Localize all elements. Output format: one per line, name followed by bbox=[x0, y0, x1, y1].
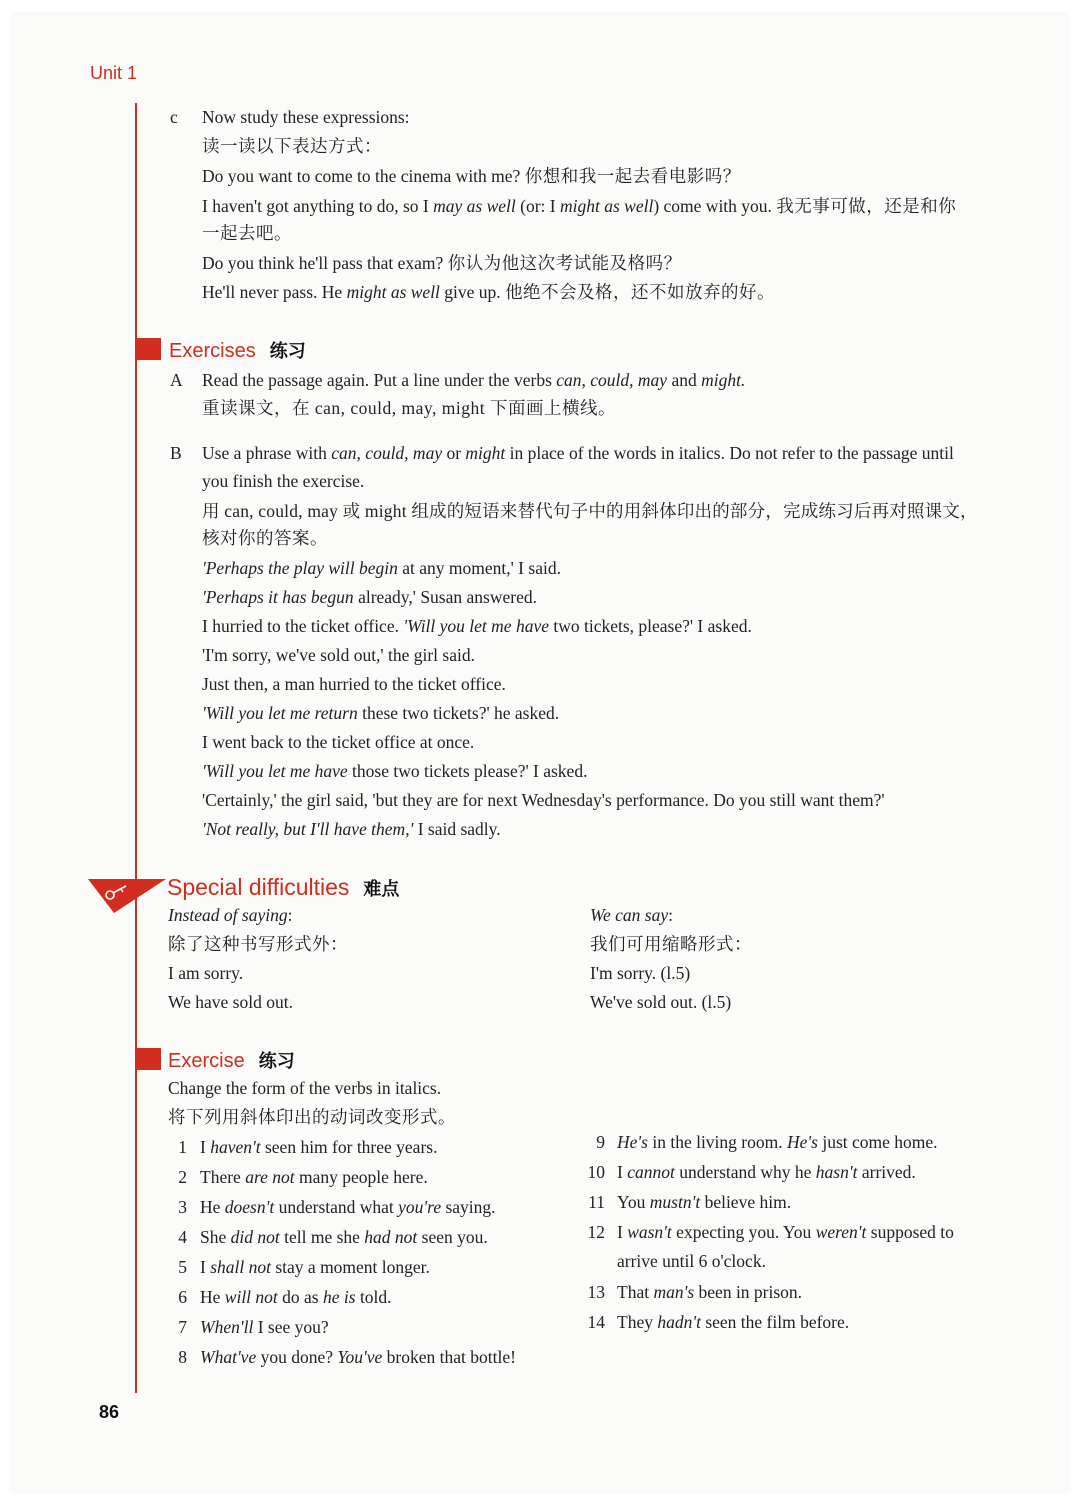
short-form: I'm sorry. (l.5) bbox=[590, 963, 691, 983]
section-marker bbox=[137, 1048, 161, 1070]
exercise-b-label: B bbox=[170, 443, 182, 463]
exercise-sentence: I went back to the ticket office at once. bbox=[202, 732, 475, 752]
exercise-sentence: 'I'm sorry, we've sold out,' the girl said. bbox=[202, 645, 475, 665]
instead-heading: Instead of saying: bbox=[168, 905, 293, 925]
key-icon bbox=[88, 876, 168, 916]
exercise-sentence: I hurried to the ticket office. 'Will you let me have two tickets, please?' I asked. bbox=[202, 616, 752, 636]
exercise-sentence: 'Perhaps it has begun already,' Susan answered. bbox=[202, 587, 537, 607]
exercise-sentence: 'Will you let me return these two tickets?' he asked. bbox=[202, 703, 560, 723]
instead-heading-zh: 除了这种书写形式外： bbox=[168, 934, 348, 954]
can-say-heading-zh: 我们可用缩略形式： bbox=[590, 934, 752, 954]
exercise-sentence: 'Will you let me have those two tickets please?' I asked. bbox=[202, 761, 588, 781]
exercise-sentence: 'Not really, but I'll have them,' I said sadly. bbox=[202, 819, 501, 839]
exercise-sentence: 'Certainly,' the girl said, 'but they are for next Wednesday's performance. Do you still want them?' bbox=[202, 790, 885, 810]
margin-rule bbox=[135, 103, 137, 1393]
can-say-heading: We can say: bbox=[590, 905, 673, 925]
exercise-b-instruction-zh: 用 can, could, may 或 might 组成的短语来替代句子中的用斜体印出的部分，完成练习后再对照课文， bbox=[202, 501, 978, 521]
exercise-instruction-zh: 将下列用斜体印出的动词改变形式。 bbox=[168, 1107, 456, 1127]
exercise-a-instruction: Read the passage again. Put a line under the verbs can, could, may and might. bbox=[202, 370, 746, 390]
special-difficulties-heading: Special difficulties 难点 bbox=[167, 874, 400, 900]
exercise-b-instruction-zh-cont: 核对你的答案。 bbox=[202, 528, 328, 548]
short-form: We've sold out. (l.5) bbox=[590, 992, 732, 1012]
page-number: 86 bbox=[99, 1402, 120, 1422]
unit-label: Unit 1 bbox=[90, 63, 138, 83]
expression-line: Do you want to come to the cinema with me? 你想和我一起去看电影吗？ bbox=[202, 166, 741, 186]
exercise-sentence: Just then, a man hurried to the ticket office. bbox=[202, 674, 506, 694]
section-c-title: Now study these expressions: bbox=[202, 107, 410, 127]
exercise-heading: Exercise 练习 bbox=[168, 1050, 295, 1072]
section-c-label: c bbox=[170, 107, 178, 127]
expression-line-cont: 一起去吧。 bbox=[202, 223, 292, 243]
expression-line: He'll never pass. He might as well give up. 他绝不会及格，还不如放弃的好。 bbox=[202, 282, 776, 302]
long-form: I am sorry. bbox=[168, 963, 244, 983]
long-form: We have sold out. bbox=[168, 992, 293, 1012]
exercise-instruction: Change the form of the verbs in italics. bbox=[168, 1078, 442, 1098]
exercise-sentence: 'Perhaps the play will begin at any moment,' I said. bbox=[202, 558, 561, 578]
exercise-a-instruction-zh: 重读课文，在 can, could, may, might 下面画上横线。 bbox=[202, 398, 616, 418]
exercise-a-label: A bbox=[170, 370, 183, 390]
expression-line: Do you think he'll pass that exam? 你认为他这次考试能及格吗？ bbox=[202, 253, 682, 273]
expression-line: I haven't got anything to do, so I may as well (or: I might as well) come with you. 我无事可做，还是和你 bbox=[202, 196, 957, 216]
section-marker bbox=[137, 338, 161, 360]
exercises-heading: Exercises 练习 bbox=[169, 340, 306, 362]
exercise-b-instruction: Use a phrase with can, could, may or might in place of the words in italics. Do not refer to the passage until bbox=[202, 443, 954, 463]
section-c-title-zh: 读一读以下表达方式： bbox=[202, 136, 382, 156]
exercise-b-instruction-cont: you finish the exercise. bbox=[202, 471, 365, 491]
